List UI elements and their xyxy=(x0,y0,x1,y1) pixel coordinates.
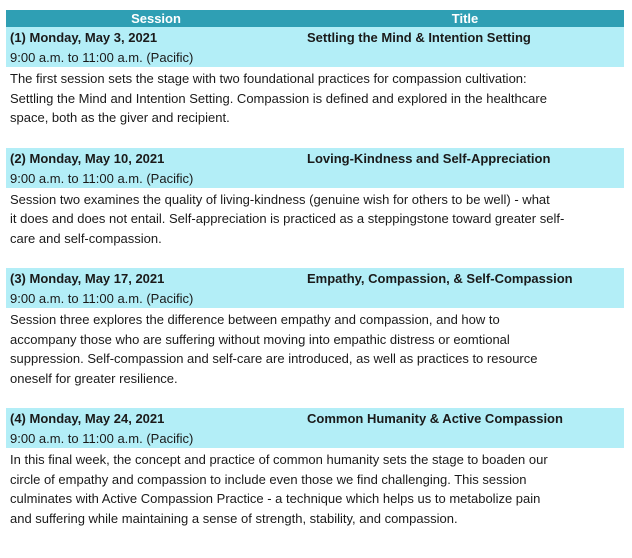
description-line: accompany those who are suffering without moving into empathic distress or eomtional xyxy=(10,331,510,347)
session-date-row xyxy=(6,27,624,48)
description-line: Settling the Mind and Intention Setting. Compassion is defined and explored in the healthcare xyxy=(10,90,547,106)
description-line: Session two examines the quality of living-kindness (genuine wish for others to be well) - what xyxy=(10,191,550,207)
description-line: The first session sets the stage with two foundational practices for compassion cultivation: xyxy=(10,71,527,86)
session-description xyxy=(6,448,624,528)
session-block xyxy=(6,408,624,528)
session-date-row xyxy=(6,148,624,169)
description-line: care and self-compassion. xyxy=(10,230,162,246)
description-line: culminates with Active Compassion Practice - a technique which helps us to metabolize pain xyxy=(10,491,541,506)
session-date: (1) Monday, May 3, 2021 xyxy=(10,30,158,45)
description-line: In this final week, the concept and practice of common humanity sets the stage to boaden our xyxy=(10,452,548,467)
session-time: 9:00 a.m. to 11:00 a.m. (Pacific) xyxy=(6,289,624,308)
session-date-row xyxy=(6,408,624,429)
session-date-row xyxy=(6,268,624,289)
session-description xyxy=(6,188,624,249)
session-time: 9:00 a.m. to 11:00 a.m. (Pacific) xyxy=(6,429,624,448)
session-title: Common Humanity & Active Compassion xyxy=(307,411,563,426)
session-description xyxy=(6,308,624,388)
description-line: Session three explores the difference between empathy and compassion, and how to xyxy=(10,312,500,327)
header-title: Title xyxy=(451,11,479,26)
table-header-row xyxy=(6,10,624,27)
session-time: 9:00 a.m. to 11:00 a.m. (Pacific) xyxy=(6,169,624,188)
session-block xyxy=(6,148,624,249)
description-line: space, both as the giver and recipient. xyxy=(10,110,230,125)
session-date: (2) Monday, May 10, 2021 xyxy=(10,150,165,166)
description-line: circle of empathy and compassion to include even those we find challenging. This session xyxy=(10,471,527,487)
session-title: Loving-Kindness and Self-Appreciation xyxy=(307,150,551,166)
session-block xyxy=(6,268,624,388)
session-schedule-table xyxy=(6,10,624,528)
description-line: it does and does not entail. Self-appreciation is practiced as a steppingstone toward greater self- xyxy=(10,211,565,226)
session-date: (3) Monday, May 17, 2021 xyxy=(10,271,165,286)
description-line: suppression. Self-compassion and self-care are introduced, as well as practices to resource xyxy=(10,351,538,366)
description-line: oneself for greater resilience. xyxy=(10,370,178,386)
header-session: Session xyxy=(131,11,181,26)
session-description xyxy=(6,67,624,128)
session-title: Empathy, Compassion, & Self-Compassion xyxy=(307,271,573,286)
session-title: Settling the Mind & Intention Setting xyxy=(307,30,531,45)
description-line: and suffering while maintaining a sense of strength, stability, and compassion. xyxy=(10,510,458,526)
session-time: 9:00 a.m. to 11:00 a.m. (Pacific) xyxy=(6,48,624,67)
session-date: (4) Monday, May 24, 2021 xyxy=(10,411,165,426)
session-block xyxy=(6,27,624,128)
